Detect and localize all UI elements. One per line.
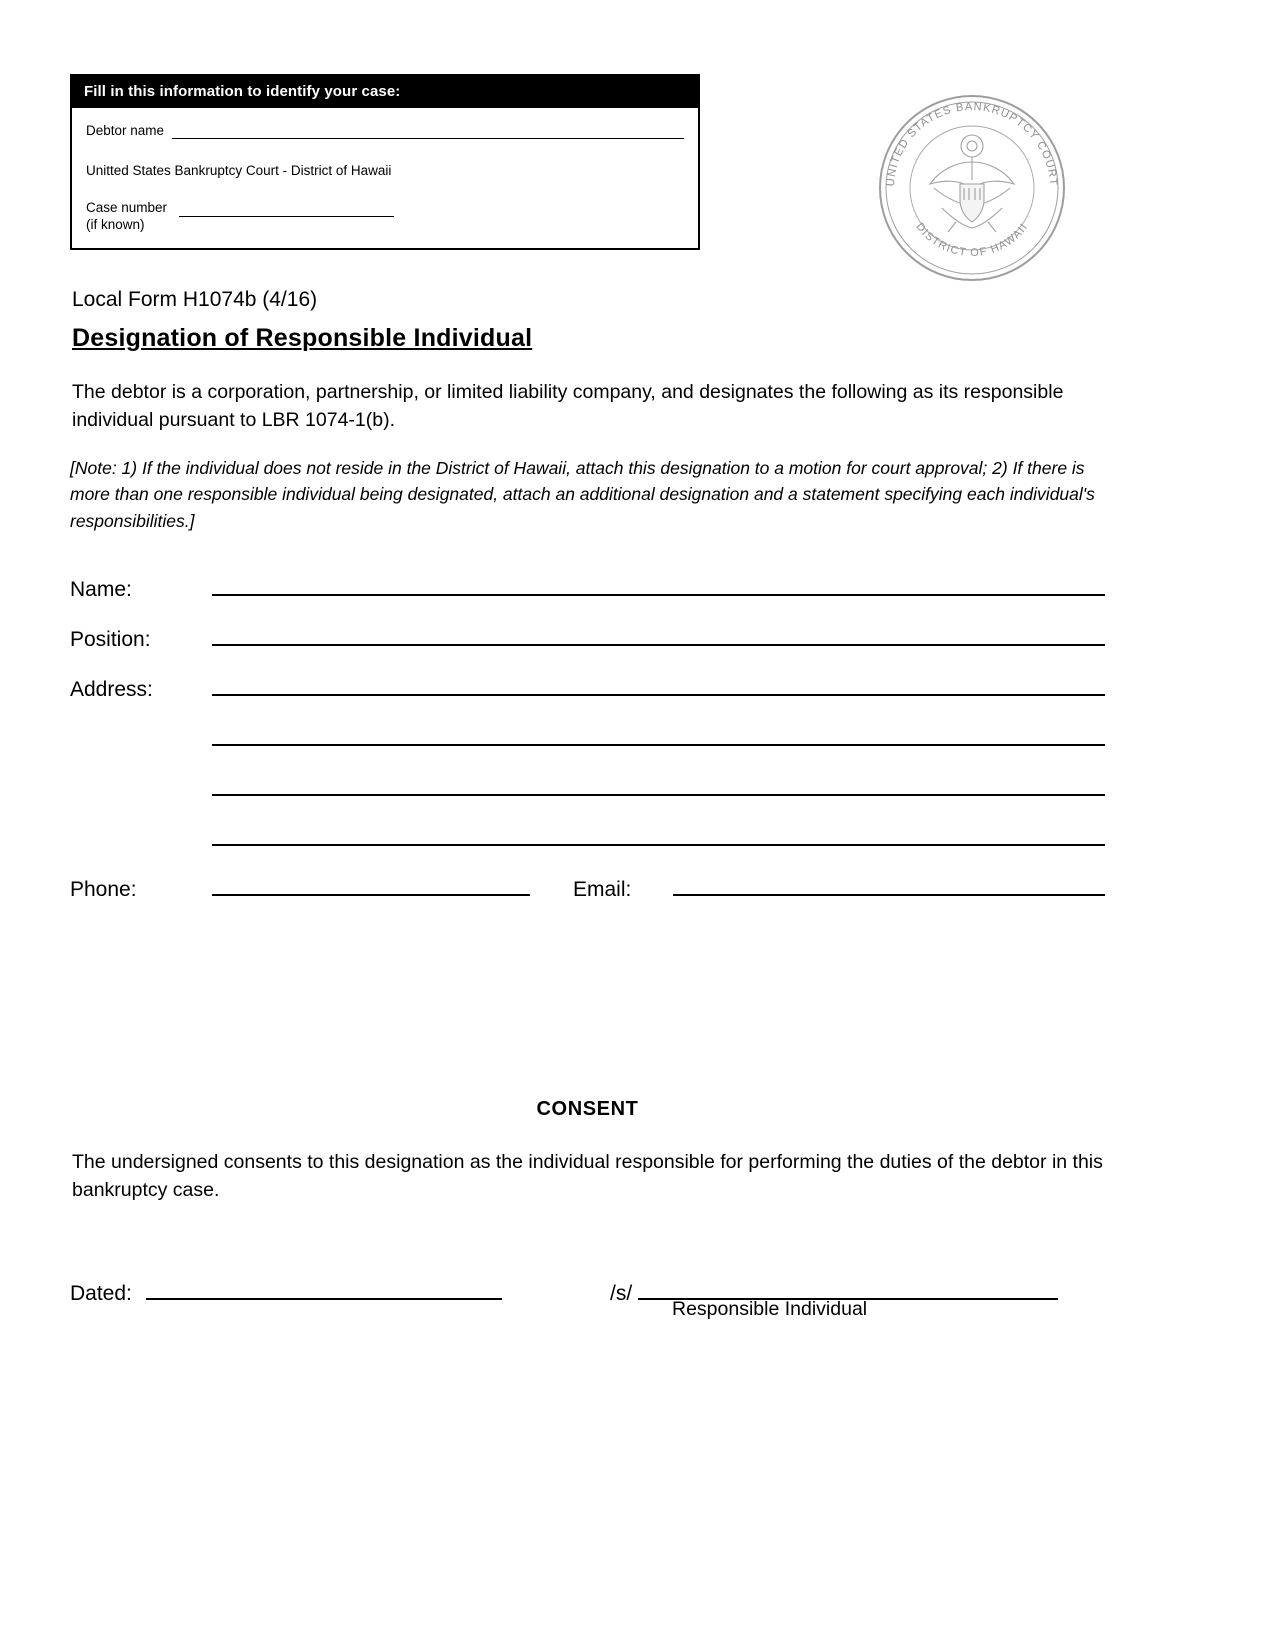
phone-input[interactable] — [212, 868, 530, 896]
signature-marker: /s/ — [610, 1282, 633, 1305]
position-row — [70, 618, 1105, 668]
address-spacer — [70, 818, 212, 868]
name-label: Name: — [70, 578, 132, 601]
signature-input[interactable] — [638, 1272, 1058, 1300]
debtor-name-row — [86, 124, 684, 139]
position-label: Position: — [70, 628, 151, 651]
svg-text:DISTRICT OF HAWAII: DISTRICT OF HAWAII — [913, 220, 1031, 260]
case-box-header: Fill in this information to identify your case: — [72, 76, 698, 108]
consent-heading: CONSENT — [536, 1098, 639, 1120]
case-number-row — [86, 200, 684, 234]
name-input[interactable] — [212, 568, 1105, 596]
signature-row — [70, 1272, 1105, 1306]
address-row — [70, 668, 1105, 718]
position-input[interactable] — [212, 618, 1105, 646]
case-number-input[interactable] — [179, 200, 394, 217]
dated-input[interactable] — [146, 1272, 502, 1300]
address-input[interactable] — [212, 668, 1105, 696]
phone-email-row — [70, 868, 1105, 902]
case-box-body — [72, 108, 698, 248]
address-row-4 — [70, 818, 1105, 868]
svg-text:UNITED STATES BANKRUPTCY COURT: UNITED STATES BANKRUPTCY COURT — [884, 100, 1060, 187]
note-paragraph: [Note: 1) If the individual does not reside in the District of Hawaii, attach this designation to a motion for court approval; 2) If there is more than one responsible individual being designated, attach an additional designation and a statement specifying each individual's responsibilities.] — [70, 458, 1095, 531]
email-input[interactable] — [673, 868, 1105, 896]
phone-label: Phone: — [70, 878, 137, 901]
intro-paragraph: The debtor is a corporation, partnership, or limited liability company, and designates the following as its responsible individual pursuant to LBR 1074-1(b). — [72, 381, 1064, 432]
designee-fields — [70, 568, 1105, 868]
address-spacer — [70, 768, 212, 818]
address-label: Address: — [70, 678, 153, 701]
case-identification-box — [70, 74, 700, 250]
debtor-name-input[interactable] — [172, 125, 684, 139]
address-input-line2[interactable] — [212, 718, 1105, 746]
bankruptcy-court-seal-icon — [872, 88, 1072, 288]
signature-caption: Responsible Individual — [672, 1298, 868, 1320]
case-number-sublabel: (if known) — [86, 216, 145, 232]
case-number-label: Case number (if known) — [86, 199, 168, 232]
debtor-name-label: Debtor name — [86, 123, 165, 138]
dated-label: Dated: — [70, 1282, 132, 1305]
address-spacer — [70, 718, 212, 768]
page-title: Designation of Responsible Individual — [72, 324, 533, 352]
name-row — [70, 568, 1105, 618]
address-row-2 — [70, 718, 1105, 768]
address-input-line3[interactable] — [212, 768, 1105, 796]
form-number: Local Form H1074b (4/16) — [72, 288, 318, 311]
address-input-line4[interactable] — [212, 818, 1105, 846]
consent-paragraph: The undersigned consents to this designation as the individual responsible for performing the duties of the debtor in this bankruptcy case. — [72, 1151, 1103, 1202]
address-row-3 — [70, 768, 1105, 818]
court-name: Unitted States Bankruptcy Court - District of Hawaii — [86, 162, 392, 178]
email-label: Email: — [573, 878, 632, 901]
